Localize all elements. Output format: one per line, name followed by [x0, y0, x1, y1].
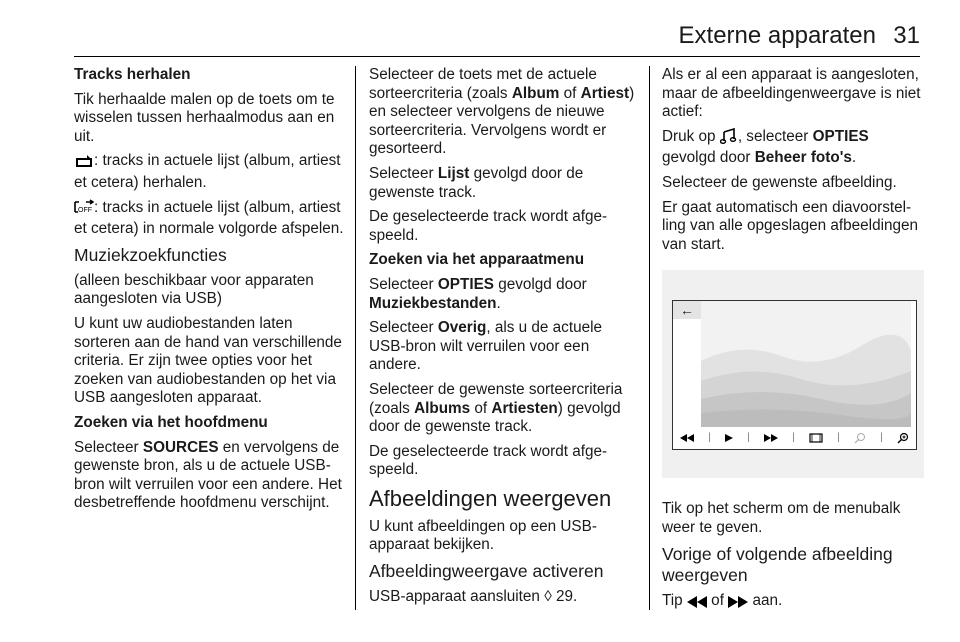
already-connected-paragraph: Als er al een apparaat is aangesloten, maar de afbeeldingenweergave is niet actief:	[662, 66, 921, 121]
svg-text:OFF: OFF	[78, 206, 92, 214]
criteria-paragraph: Selecteer de gewenste sorteercriteria (zoals Albums of Artiesten) gevolgd door de gewenste track.	[369, 380, 623, 436]
shuffle-text: : tracks in actuele lijst (album, artiest et cetera) in normale volgorde afspelen.	[74, 198, 344, 238]
viewer-toolbar	[673, 427, 916, 449]
played-paragraph: De geselecteerde track wordt afgespeeld.	[369, 208, 608, 244]
zoom-in-icon[interactable]	[897, 432, 909, 444]
photo-preview	[701, 301, 911, 427]
sources-key: SOURCES	[142, 438, 219, 456]
back-arrow-icon[interactable]: ←	[673, 301, 701, 319]
column-middle	[369, 66, 635, 613]
list-paragraph: Selecteer Lijst gevolgd door de gewenste track.	[369, 164, 584, 201]
other-key: Overig	[437, 319, 487, 337]
repeat-paragraph	[74, 152, 346, 192]
column-separator	[355, 66, 356, 610]
page-ref: 29.	[556, 588, 578, 606]
artist-key: Artiest	[580, 84, 630, 102]
sort-paragraph: Selecteer de toets met de actuele sorteercriteria (zoals Album of Artiest) en selecteer vervolgens de nieuwe sorteercriteria. Vervolgens wordt er gesorteerd.	[369, 66, 635, 158]
other-paragraph: Selecteer Overig, als u de actuele USB-bron wilt verruilen voor een andere.	[369, 319, 602, 374]
column-left	[74, 66, 346, 519]
music-files-key: Muziekbestanden	[369, 294, 497, 312]
connect-paragraph: USB-apparaat aansluiten ◊ 29.	[369, 588, 578, 606]
zoom-out-icon[interactable]	[854, 432, 866, 444]
main-menu-body: Selecteer SOURCES en vervolgens de gewenste bron, als u de actuele USB-bron wilt verruilen voor een andere. Het desbetreffende hoofdmenu verschijnt.	[74, 438, 342, 512]
main-menu-heading: Zoeken via het hoofdmenu	[74, 413, 268, 431]
fit-screen-icon[interactable]	[809, 433, 823, 443]
toolbar-divider: |	[747, 432, 750, 444]
shuffle-off-icon	[74, 199, 94, 221]
toolbar-divider: |	[837, 432, 840, 444]
album-key: Album	[511, 84, 560, 102]
fast-forward-icon[interactable]	[764, 434, 778, 442]
tracks-repeat-body: Tik herhaalde malen op de toets om te wisselen tussen herhaalmodus aan en uit.	[74, 90, 335, 145]
next-icon	[728, 595, 748, 614]
prev-next-heading: Vorige of volgende afbeelding weergeven	[662, 543, 893, 585]
toolbar-divider: |	[708, 432, 711, 444]
activate-heading: Afbeeldingweergave activeren	[369, 561, 604, 582]
device-menu-heading: Zoeken via het apparaatmenu	[369, 251, 585, 269]
manage-photos-key: Beheer foto's	[754, 149, 852, 167]
music-search-intro: (alleen beschikbaar voor apparaten aangesloten via USB)	[74, 271, 314, 308]
tap-paragraph: Tip of aan.	[662, 592, 924, 614]
page-ref-icon: ◊	[544, 588, 556, 606]
artists-key: Artiesten	[491, 399, 558, 417]
music-search-heading: Muziekzoekfuncties	[74, 244, 227, 265]
repeat-icon	[74, 154, 94, 174]
tracks-repeat-heading: Tracks herhalen	[74, 66, 191, 83]
column-separator	[649, 66, 650, 610]
slideshow-paragraph: Er gaat automatisch een diavoorstelling van alle opgeslagen afbeeldingen van start.	[662, 198, 919, 253]
image-viewer-figure	[662, 270, 924, 478]
repeat-text: : tracks in actuele lijst (album, artiest et cetera) herhalen.	[74, 152, 341, 191]
toolbar-divider: |	[792, 432, 795, 444]
music-note-icon	[720, 128, 738, 150]
options-key: OPTIES	[437, 275, 494, 293]
previous-icon	[687, 595, 707, 614]
rewind-icon[interactable]	[680, 434, 694, 442]
page-number: 31	[893, 22, 920, 49]
music-search-body: U kunt uw audiobestanden laten sorteren aan de hand van verschillende criteria. Er zijn twee opties voor het zoeken van audiobestanden op het via USB aangesloten apparaat.	[74, 314, 342, 407]
header-rule	[74, 56, 920, 57]
page-title: Externe apparaten	[678, 22, 876, 49]
show-menubar-paragraph: Tik op het scherm om de menubalk weer te geven.	[662, 500, 901, 536]
played-paragraph-2: De geselecteerde track wordt afgespeeld.	[369, 442, 608, 479]
options-key: OPTIES	[812, 127, 869, 145]
image-viewer-screen	[672, 300, 917, 450]
shuffle-paragraph	[74, 199, 346, 239]
albums-key: Albums	[414, 399, 471, 417]
column-right	[662, 66, 924, 619]
play-icon[interactable]	[725, 434, 733, 442]
images-heading: Afbeeldingen weergeven	[369, 485, 612, 511]
select-image-paragraph: Selecteer de gewenste afbeelding.	[662, 173, 897, 191]
page-header	[0, 0, 960, 60]
options-paragraph: Selecteer OPTIES gevolgd door Muziekbestanden.	[369, 275, 587, 312]
press-paragraph: Druk op , selecteer OPTIES gevolgd door Beheer foto's.	[662, 127, 869, 167]
list-key: Lijst	[437, 164, 470, 182]
images-intro: U kunt afbeeldingen op een USB-apparaat bekijken.	[369, 517, 597, 554]
toolbar-divider: |	[880, 432, 883, 444]
